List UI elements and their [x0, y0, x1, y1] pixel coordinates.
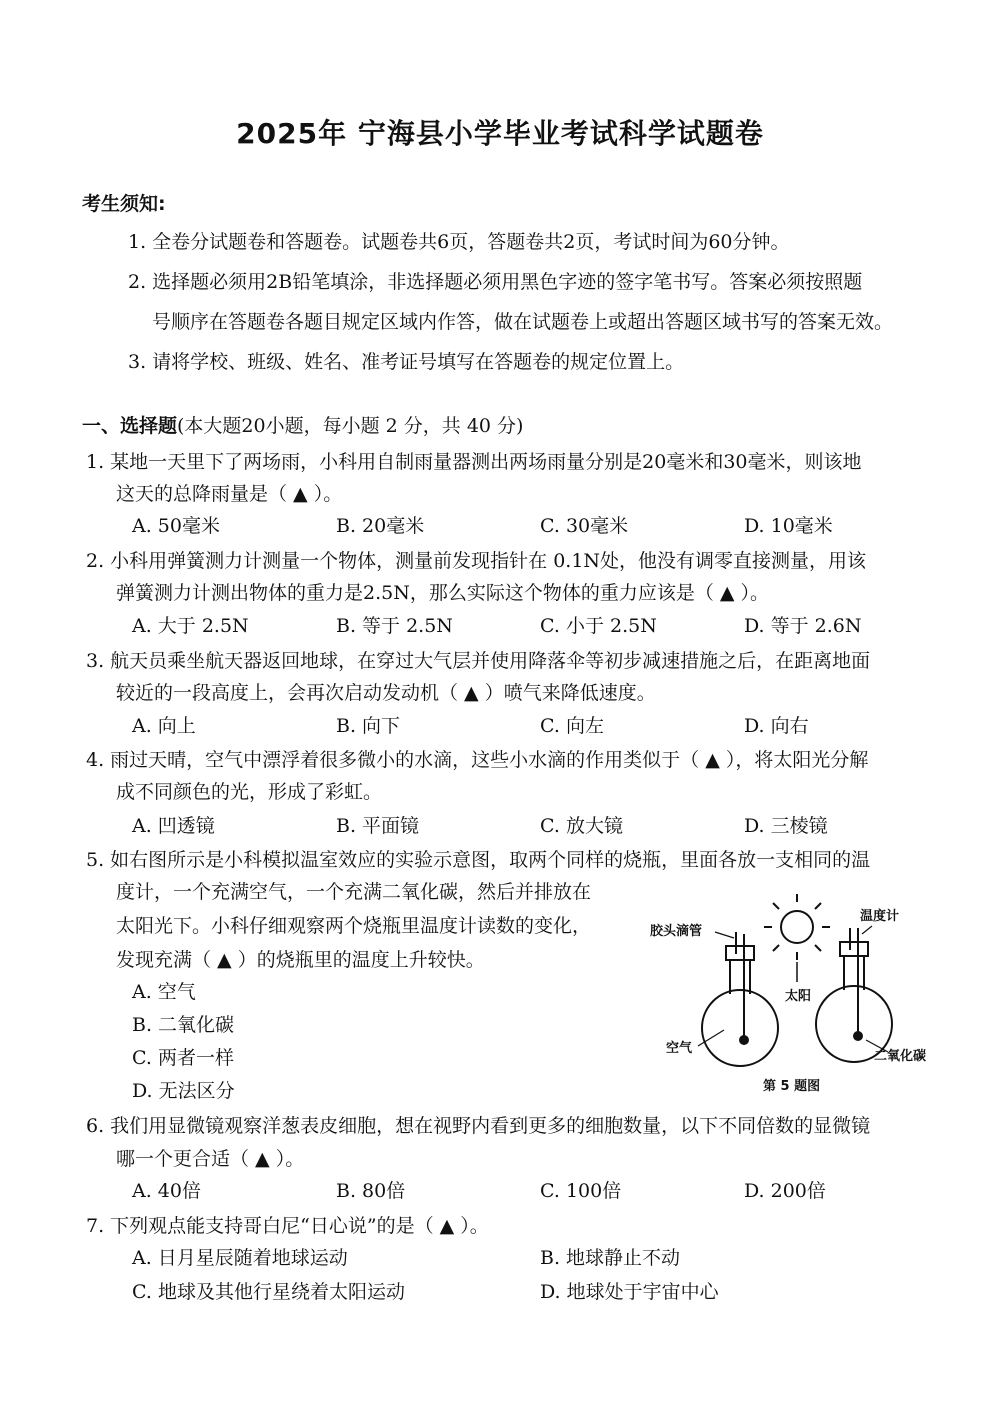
question-5-line-2: 度计，一个充满空气，一个充满二氧化碳，然后并排放在 [116, 881, 592, 903]
flask-air-icon [702, 932, 778, 1066]
question-2-option-c[interactable]: C. 小于 2.5N [540, 615, 657, 637]
question-2-line-2: 弹簧测力计测出物体的重力是2.5N，那么实际这个物体的重力应该是（ ▲ ）。 [116, 582, 770, 604]
question-6-option-a[interactable]: A. 40倍 [132, 1180, 201, 1202]
figure-caption: 第 5 题图 [763, 1079, 821, 1094]
question-3-option-d[interactable]: D. 向右 [744, 715, 809, 737]
notice-heading: 考生须知: [82, 193, 166, 215]
question-2-option-a[interactable]: A. 大于 2.5N [132, 615, 249, 637]
question-2-line-1: 2. 小科用弹簧测力计测量一个物体，测量前发现指针在 0.1N处，他没有调零直接测量，用该 [86, 550, 867, 572]
question-4-line-2: 成不同颜色的光，形成了彩虹。 [116, 781, 383, 803]
thermometer-label: 温度计 [860, 909, 900, 924]
air-label: 空气 [666, 1041, 693, 1056]
dropper-label: 胶头滴管 [650, 924, 703, 939]
notice-item-2: 2. 选择题必须用2B铅笔填涂，非选择题必须用黑色字迹的签字笔书写。答案必须按照题 [128, 271, 863, 293]
question-1-option-b[interactable]: B. 20毫米 [336, 515, 425, 537]
question-1-option-c[interactable]: C. 30毫米 [540, 515, 629, 537]
question-3-line-2: 较近的一段高度上，会再次启动发动机（ ▲ ）喷气来降低速度。 [116, 682, 656, 704]
question-4-option-b[interactable]: B. 平面镜 [336, 815, 420, 837]
co2-label: 二氧化碳 [874, 1049, 927, 1064]
section-heading-desc: (本大题20小题，每小题 2 分，共 40 分) [177, 415, 524, 437]
question-6-option-c[interactable]: C. 100倍 [540, 1180, 622, 1202]
question-3-option-c[interactable]: C. 向左 [540, 715, 604, 737]
question-6-line-2: 哪一个更合适（ ▲ ）。 [116, 1148, 305, 1170]
question-1-option-d[interactable]: D. 10毫米 [744, 515, 833, 537]
question-1-option-a[interactable]: A. 50毫米 [132, 515, 220, 537]
sun-label: 太阳 [785, 989, 812, 1004]
dropper-leader [715, 932, 734, 938]
question-1-line-2: 这天的总降雨量是（ ▲ ）。 [116, 483, 343, 505]
question-5-line-1: 5. 如右图所示是小科模拟温室效应的实验示意图，取两个同样的烧瓶，里面各放一支相同的温 [86, 849, 871, 871]
question-6-option-d[interactable]: D. 200倍 [744, 1180, 826, 1202]
question-5-option-c[interactable]: C. 两者一样 [132, 1047, 234, 1069]
question-2-option-b[interactable]: B. 等于 2.5N [336, 615, 453, 637]
sun-icon [764, 894, 830, 960]
question-2-option-d[interactable]: D. 等于 2.6N [744, 615, 862, 637]
question-5-line-3: 太阳光下。小科仔细观察两个烧瓶里温度计读数的变化， [116, 915, 592, 937]
notice-item-2-cont: 号顺序在答题卷各题目规定区域内作答，做在试题卷上或超出答题区域书写的答案无效。 [152, 311, 894, 333]
question-5-option-d[interactable]: D. 无法区分 [132, 1080, 235, 1102]
question-1-line-1: 1. 某地一天里下了两场雨，小科用自制雨量器测出两场雨量分别是20毫米和30毫米，则该地 [86, 451, 862, 473]
thermometer-leader [862, 926, 872, 934]
question-3-option-a[interactable]: A. 向上 [132, 715, 196, 737]
question-7-option-b[interactable]: B. 地球静止不动 [540, 1247, 681, 1269]
question-7-option-d[interactable]: D. 地球处于宇宙中心 [540, 1281, 719, 1303]
page-title: 2025年 宁海县小学毕业考试科学试题卷 [236, 117, 764, 150]
figure-greenhouse-experiment [640, 890, 960, 1105]
section-heading [82, 412, 523, 440]
question-4-option-c[interactable]: C. 放大镜 [540, 815, 623, 837]
question-4-line-1: 4. 雨过天晴，空气中漂浮着很多微小的水滴，这些小水滴的作用类似于（ ▲ ），将太阳光分解 [86, 749, 869, 771]
notice-item-1: 1. 全卷分试题卷和答题卷。试题卷共6页，答题卷共2页，考试时间为60分钟。 [128, 231, 790, 253]
question-7-line-1: 7. 下列观点能支持哥白尼“日心说”的是（ ▲ ）。 [86, 1215, 489, 1237]
section-heading-label: 一、选择题 [82, 415, 178, 437]
question-5-line-4: 发现充满（ ▲ ）的烧瓶里的温度上升较快。 [116, 949, 485, 971]
question-7-option-a[interactable]: A. 日月星辰随着地球运动 [132, 1247, 348, 1269]
question-4-option-a[interactable]: A. 凹透镜 [132, 815, 215, 837]
flask-co2-icon [816, 928, 892, 1062]
notice-item-3: 3. 请将学校、班级、姓名、准考证号填写在答题卷的规定位置上。 [128, 351, 685, 373]
question-6-option-b[interactable]: B. 80倍 [336, 1180, 406, 1202]
question-3-option-b[interactable]: B. 向下 [336, 715, 401, 737]
question-6-line-1: 6. 我们用显微镜观察洋葱表皮细胞，想在视野内看到更多的细胞数量，以下不同倍数的显微镜 [86, 1115, 871, 1137]
question-5-option-a[interactable]: A. 空气 [132, 981, 196, 1003]
question-5-option-b[interactable]: B. 二氧化碳 [132, 1014, 235, 1036]
question-4-option-d[interactable]: D. 三棱镜 [744, 815, 828, 837]
question-3-line-1: 3. 航天员乘坐航天器返回地球，在穿过大气层并使用降落伞等初步减速措施之后，在距离地面 [86, 650, 871, 672]
question-7-option-c[interactable]: C. 地球及其他行星绕着太阳运动 [132, 1281, 405, 1303]
